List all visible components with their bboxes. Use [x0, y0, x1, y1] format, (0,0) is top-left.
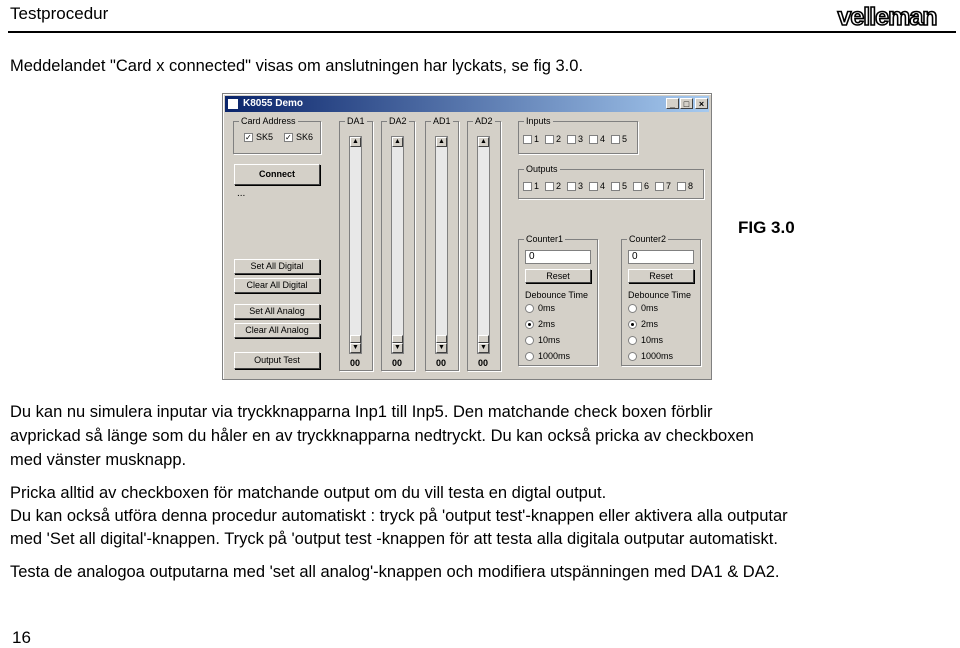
input-2-label: 2 [556, 134, 562, 144]
da1-label: DA1 [347, 116, 365, 126]
card-address-label: Card Address [241, 116, 296, 126]
ad2-group [467, 116, 501, 371]
input-4-checkbox[interactable] [589, 135, 598, 144]
figure-label: FIG 3.0 [738, 218, 795, 237]
slider-up-arrow-icon[interactable]: ▲ [392, 137, 403, 147]
app-icon [228, 99, 238, 109]
close-button[interactable]: × [695, 98, 708, 109]
counter2-label: Counter2 [629, 234, 667, 244]
connect-button[interactable]: Connect [234, 164, 320, 185]
body-line-7: Testa de analogoa outputarna med 'set all analog'-knappen och modifiera utspänningen med DA1 & DA2. [10, 563, 780, 581]
counter1-debounce-10ms-label: 10ms [538, 335, 561, 345]
slider-down-arrow-icon[interactable]: ▼ [478, 343, 489, 353]
body-line-1: Du kan nu simulera inputar via tryckknapparna Inp1 till Inp5. Den matchande check boxen förblir [10, 403, 713, 421]
output-test-button[interactable]: Output Test [234, 352, 320, 369]
counter2-debounce-1000ms-radio[interactable] [628, 352, 637, 361]
input-2-checkbox[interactable] [545, 135, 554, 144]
inputs-group [518, 116, 638, 154]
body-line-2: avprickad så länge som du håler en av tryckknapparna nedtryckt. Du kan också pricka av checkboxen [10, 427, 754, 445]
output-6-checkbox[interactable] [633, 182, 642, 191]
counter2-group [621, 234, 701, 366]
da1-group [339, 116, 373, 371]
counter1-debounce-0ms-radio[interactable] [525, 304, 534, 313]
slider-down-arrow-icon[interactable]: ▼ [436, 343, 447, 353]
output-8-checkbox[interactable] [677, 182, 686, 191]
body-line-4: Pricka alltid av checkboxen för matchande output om du vill testa en digtal output. [10, 484, 607, 502]
ad1-group [425, 116, 459, 371]
slider-up-arrow-icon[interactable]: ▲ [478, 137, 489, 147]
slider-down-arrow-icon[interactable]: ▼ [350, 343, 361, 353]
counter1-label: Counter1 [526, 234, 564, 244]
input-5-checkbox[interactable] [611, 135, 620, 144]
counter2-value-field[interactable]: 0 [628, 250, 694, 264]
output-3-checkbox[interactable] [567, 182, 576, 191]
counter2-debounce-10ms-radio[interactable] [628, 336, 637, 345]
da1-slider[interactable] [349, 136, 362, 354]
outputs-group [518, 164, 704, 199]
counter1-value-field[interactable]: 0 [525, 250, 591, 264]
counter1-debounce-label: Debounce Time [525, 290, 589, 300]
output-4-checkbox[interactable] [589, 182, 598, 191]
header-rule [8, 31, 956, 33]
input-3-checkbox[interactable] [567, 135, 576, 144]
window-titlebar [225, 96, 709, 112]
slider-thumb[interactable] [436, 335, 447, 343]
counter1-debounce-2ms-label: 2ms [538, 319, 556, 329]
counter1-debounce-0ms-label: 0ms [538, 303, 556, 313]
input-1-checkbox[interactable] [523, 135, 532, 144]
counter2-debounce-2ms-radio[interactable] [628, 320, 637, 329]
counter1-reset-button[interactable]: Reset [525, 269, 591, 283]
velleman-logo [818, 3, 956, 31]
slider-thumb[interactable] [350, 335, 361, 343]
connection-status: ... [237, 188, 246, 199]
input-3-label: 3 [578, 134, 584, 144]
counter2-reset-button[interactable]: Reset [628, 269, 694, 283]
inputs-label: Inputs [526, 116, 551, 126]
input-1-label: 1 [534, 134, 540, 144]
slider-up-arrow-icon[interactable]: ▲ [350, 137, 361, 147]
minimize-button[interactable]: _ [666, 98, 679, 109]
da2-value: 00 [392, 358, 403, 368]
input-5-label: 5 [622, 134, 628, 144]
input-4-label: 4 [600, 134, 606, 144]
output-5-label: 5 [622, 181, 628, 191]
counter1-group [518, 234, 598, 366]
output-8-label: 8 [688, 181, 694, 191]
window-title: K8055 Demo [243, 98, 304, 109]
slider-down-arrow-icon[interactable]: ▼ [392, 343, 403, 353]
output-2-label: 2 [556, 181, 562, 191]
output-7-checkbox[interactable] [655, 182, 664, 191]
slider-thumb[interactable] [478, 335, 489, 343]
slider-thumb[interactable] [392, 335, 403, 343]
output-5-checkbox[interactable] [611, 182, 620, 191]
set-all-analog-button[interactable]: Set All Analog [234, 304, 320, 319]
counter1-debounce-1000ms-label: 1000ms [538, 351, 571, 361]
da2-group [381, 116, 415, 371]
k8055-demo-window [222, 93, 712, 380]
slider-up-arrow-icon[interactable]: ▲ [436, 137, 447, 147]
page-header-title: Testprocedur [10, 4, 109, 23]
outputs-label: Outputs [526, 164, 558, 174]
sk5-label: SK5 [256, 132, 274, 142]
output-3-label: 3 [578, 181, 584, 191]
counter2-debounce-1000ms-label: 1000ms [641, 351, 674, 361]
output-4-label: 4 [600, 181, 606, 191]
output-6-label: 6 [644, 181, 650, 191]
counter2-debounce-2ms-label: 2ms [641, 319, 659, 329]
body-line-5: Du kan också utföra denna procedur automatiskt : tryck på 'output test'-knappen eller aktivera alla outputar [10, 507, 788, 525]
output-1-label: 1 [534, 181, 540, 191]
sk6-checkbox[interactable]: ✓ [285, 133, 292, 142]
counter2-debounce-0ms-label: 0ms [641, 303, 659, 313]
card-address-group [233, 116, 321, 154]
ad1-value: 00 [436, 358, 447, 368]
clear-all-analog-button[interactable]: Clear All Analog [234, 323, 320, 338]
counter1-debounce-2ms-radio[interactable] [525, 320, 534, 329]
ad2-slider[interactable] [477, 136, 490, 354]
sk6-label: SK6 [296, 132, 314, 142]
clear-all-digital-button[interactable]: Clear All Digital [234, 278, 320, 293]
maximize-button[interactable]: □ [680, 98, 693, 109]
ad1-label: AD1 [433, 116, 451, 126]
da2-slider[interactable] [391, 136, 404, 354]
body-line-6: med 'Set all digital'-knappen. Tryck på 'output test -knappen för att testa alla digitala outputar automatiskt. [10, 530, 778, 548]
da1-value: 00 [350, 358, 361, 368]
set-all-digital-button[interactable]: Set All Digital [234, 259, 320, 274]
counter2-debounce-label: Debounce Time [628, 290, 692, 300]
ad2-label: AD2 [475, 116, 493, 126]
brand-text: velleman [837, 3, 937, 31]
output-2-checkbox[interactable] [545, 182, 554, 191]
output-7-label: 7 [666, 181, 672, 191]
counter2-debounce-10ms-label: 10ms [641, 335, 664, 345]
ad1-slider[interactable] [435, 136, 448, 354]
ad2-value: 00 [478, 358, 489, 368]
intro-text: Meddelandet "Card x connected" visas om anslutningen har lyckats, se fig 3.0. [10, 57, 584, 75]
sk5-checkbox[interactable]: ✓ [245, 133, 252, 142]
counter2-debounce-0ms-radio[interactable] [628, 304, 637, 313]
page-number: 16 [12, 628, 31, 647]
output-1-checkbox[interactable] [523, 182, 532, 191]
body-line-3: med vänster musknapp. [10, 451, 187, 469]
counter1-debounce-10ms-radio[interactable] [525, 336, 534, 345]
da2-label: DA2 [389, 116, 407, 126]
counter1-debounce-1000ms-radio[interactable] [525, 352, 534, 361]
